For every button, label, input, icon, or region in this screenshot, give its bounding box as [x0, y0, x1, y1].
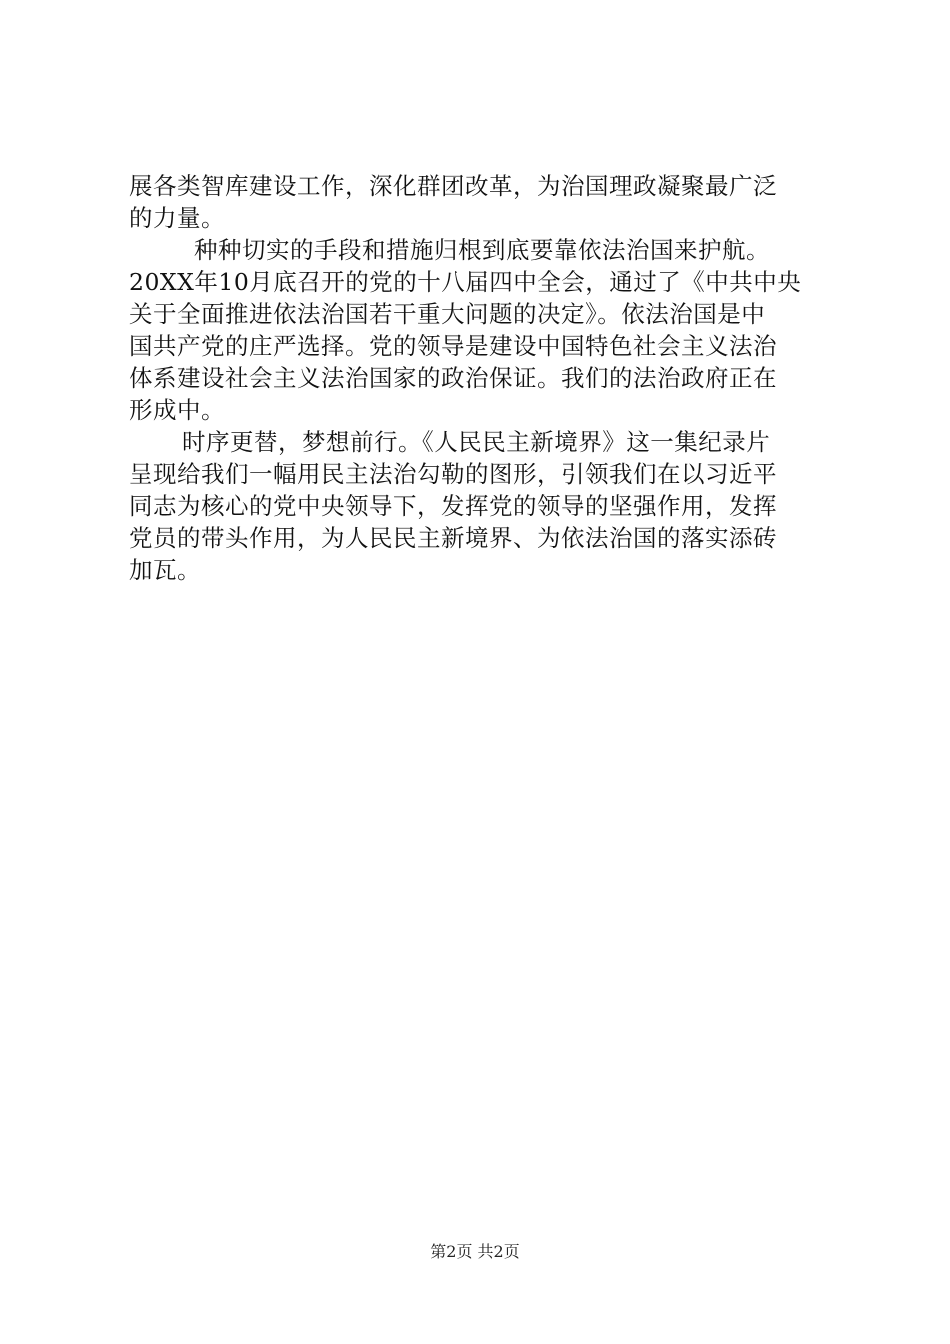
text-line: 呈现给我们一幅用民主法治勾勒的图形，引领我们在以习近平	[129, 460, 777, 488]
page-number-footer: 第2页 共2页	[430, 1242, 520, 1261]
body-text	[129, 170, 839, 586]
paragraph-start-line: 时序更替，梦想前行。《人民民主新境界》这一集纪录片	[182, 428, 771, 456]
text-line: 国共产党的庄严选择。党的领导是建设中国特色社会主义法治	[129, 332, 777, 360]
text-line: 同志为核心的党中央领导下，发挥党的领导的坚强作用，发挥	[129, 492, 777, 520]
text-line: 的力量。	[129, 204, 225, 232]
paragraph-start-line: 种种切实的手段和措施归根到底要靠依法治国来护航。	[194, 236, 770, 264]
text-line: 关于全面推进依法治国若干重大问题的决定》。依法治国是中	[129, 300, 766, 328]
text-line: 体系建设社会主义法治国家的政治保证。我们的法治政府正在	[129, 364, 777, 392]
text-line: 党员的带头作用，为人民民主新境界、为依法治国的落实添砖	[129, 524, 777, 552]
text-line: 展各类智库建设工作，深化群团改革，为治国理政凝聚最广泛	[129, 172, 777, 200]
text-line: 形成中。	[129, 396, 225, 424]
text-line: 加瓦。	[129, 556, 201, 584]
text-line: 20XX年10月底召开的党的十八届四中全会，通过了《中共中央	[129, 268, 802, 296]
